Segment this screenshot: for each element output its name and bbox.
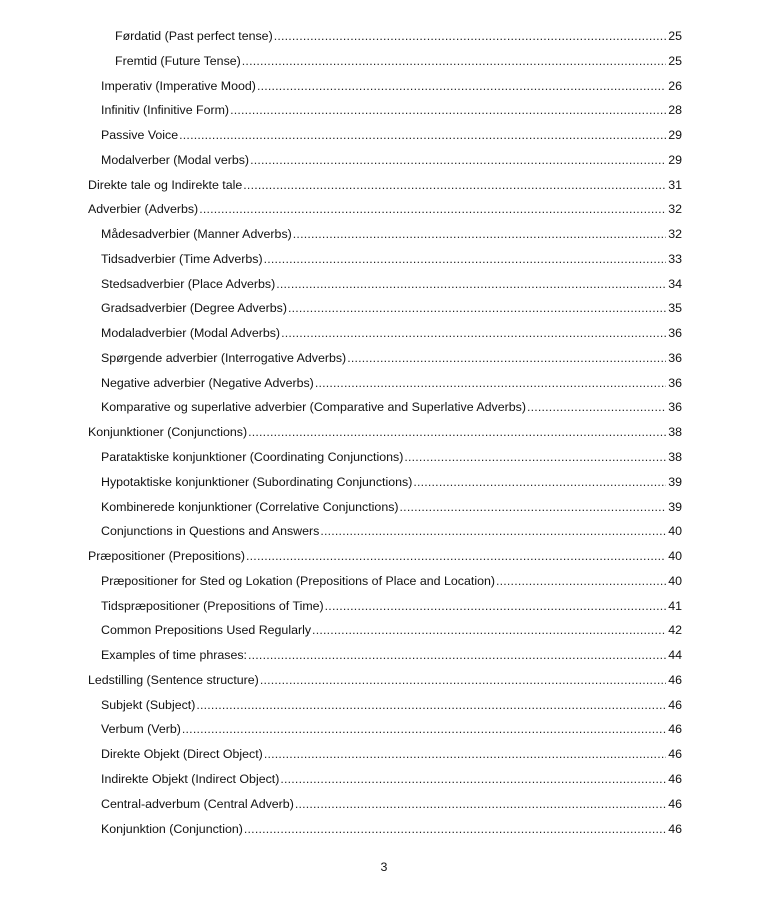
toc-entry[interactable] [0, 197, 768, 222]
toc-dot-leader [250, 148, 666, 173]
toc-entry-line [88, 420, 682, 445]
toc-dot-leader [347, 346, 666, 371]
toc-entry-title[interactable]: Imperativ (Imperative Mood) [101, 78, 256, 93]
toc-entry-page[interactable]: 44 [668, 648, 682, 663]
toc-entry-title[interactable]: Parataktiske konjunktioner (Coordinating Conjunctions) [101, 450, 404, 465]
toc-entry-title[interactable]: Komparative og superlative adverbier (Comparative and Superlative Adverbs) [101, 400, 526, 415]
toc-dot-leader [248, 420, 666, 445]
toc-entry-page[interactable]: 28 [668, 103, 682, 118]
toc-entry-page[interactable]: 46 [668, 771, 682, 786]
toc-entry-page[interactable]: 46 [668, 672, 682, 687]
toc-dot-leader [281, 321, 666, 346]
toc-entry-line [101, 594, 682, 619]
toc-entry-title[interactable]: Modaladverbier (Modal Adverbs) [101, 326, 281, 341]
toc-entry-page[interactable]: 36 [668, 326, 682, 341]
toc-entry-page[interactable]: 32 [668, 202, 682, 217]
toc-entry-line [101, 569, 682, 594]
toc-entry[interactable] [0, 544, 768, 569]
toc-entry-page[interactable]: 36 [668, 350, 682, 365]
toc-entry[interactable] [0, 148, 768, 173]
toc-entry[interactable] [0, 594, 768, 619]
toc-entry-line [101, 148, 682, 173]
toc-dot-leader [257, 74, 666, 99]
toc-entry[interactable] [0, 49, 768, 74]
toc-entry[interactable] [0, 173, 768, 198]
toc-entry[interactable] [0, 445, 768, 470]
toc-entry-page[interactable]: 38 [668, 425, 682, 440]
toc-entry[interactable] [0, 395, 768, 420]
toc-entry-page[interactable]: 31 [668, 177, 682, 192]
toc-entry-title[interactable]: Verbum (Verb) [101, 722, 181, 737]
toc-dot-leader [196, 693, 666, 718]
toc-entry[interactable] [0, 643, 768, 668]
toc-entry[interactable] [0, 792, 768, 817]
toc-entry-page[interactable]: 46 [668, 697, 682, 712]
toc-dot-leader [320, 519, 666, 544]
toc-entry-page[interactable]: 42 [668, 623, 682, 638]
toc-entry-line [101, 470, 682, 495]
toc-entry-title[interactable]: Examples of time phrases: [101, 648, 247, 663]
toc-entry-page[interactable]: 36 [668, 400, 682, 415]
toc-dot-leader [243, 173, 666, 198]
toc-entry-title[interactable]: Tidsadverbier (Time Adverbs) [101, 251, 263, 266]
toc-entry-page[interactable]: 35 [668, 301, 682, 316]
toc-dot-leader [400, 495, 666, 520]
toc-dot-leader [413, 470, 666, 495]
toc-entry-line [101, 98, 682, 123]
toc-entry-title[interactable]: Ledstilling (Sentence structure) [88, 672, 259, 687]
toc-entry[interactable] [0, 222, 768, 247]
toc-entry-title[interactable]: Infinitiv (Infinitive Form) [101, 103, 230, 118]
toc-entry-title[interactable]: Direkte Objekt (Direct Object) [101, 747, 263, 762]
toc-entry[interactable] [0, 767, 768, 792]
toc-entry[interactable] [0, 247, 768, 272]
toc-entry-line [88, 173, 682, 198]
toc-entry-title[interactable]: Modalverber (Modal verbs) [101, 152, 250, 167]
toc-entry[interactable] [0, 371, 768, 396]
toc-dot-leader [288, 296, 666, 321]
toc-entry-line [101, 693, 682, 718]
toc-entry-title[interactable]: Conjunctions in Questions and Answers [101, 524, 320, 539]
toc-dot-leader [242, 49, 666, 74]
toc-entry-page[interactable]: 46 [668, 722, 682, 737]
toc-entry-line [101, 643, 682, 668]
toc-dot-leader [527, 395, 666, 420]
toc-entry-line [101, 717, 682, 742]
toc-entry-title[interactable]: Central-adverbum (Central Adverb) [101, 796, 294, 811]
toc-entry-title[interactable]: Common Prepositions Used Regularly [101, 623, 312, 638]
toc-entry-line [115, 24, 682, 49]
page-number: 3 [380, 860, 388, 874]
toc-dot-leader [280, 767, 666, 792]
toc-entry-page[interactable]: 29 [668, 152, 682, 167]
toc-entry-line [101, 767, 682, 792]
toc-entry-title[interactable]: Direkte tale og Indirekte tale [88, 177, 243, 192]
toc-entry-line [101, 272, 682, 297]
toc-entry-line [101, 817, 682, 842]
toc-entry[interactable] [0, 24, 768, 49]
toc-entry-title[interactable]: Præpositioner for Sted og Lokation (Prepositions of Place and Location) [101, 573, 495, 588]
toc-entry-page[interactable]: 29 [668, 128, 682, 143]
toc-entry[interactable] [0, 495, 768, 520]
toc-entry-page[interactable]: 33 [668, 251, 682, 266]
toc-dot-leader [264, 742, 666, 767]
toc-entry[interactable] [0, 296, 768, 321]
toc-entry-title[interactable]: Fremtid (Future Tense) [115, 53, 241, 68]
toc-entry-line [101, 321, 682, 346]
toc-entry-title[interactable]: Præpositioner (Prepositions) [88, 549, 246, 564]
toc-entry-page[interactable]: 39 [668, 499, 682, 514]
toc-entry-line [101, 792, 682, 817]
toc-entry-title[interactable]: Førdatid (Past perfect tense) [115, 29, 273, 43]
toc-entry-title[interactable]: Indirekte Objekt (Indirect Object) [101, 771, 280, 786]
toc-dot-leader [496, 569, 666, 594]
toc-entry-page[interactable]: 46 [668, 747, 682, 762]
toc-entry[interactable] [0, 420, 768, 445]
toc-entry[interactable] [0, 618, 768, 643]
toc-entry-line [101, 445, 682, 470]
toc-entry-title[interactable]: Hypotaktiske konjunktioner (Subordinating Conjunctions) [101, 474, 413, 489]
toc-entry-page[interactable]: 34 [668, 276, 682, 291]
toc-dot-leader [295, 792, 666, 817]
toc-entry-page[interactable]: 39 [668, 474, 682, 489]
toc-dot-leader [248, 643, 666, 668]
toc-entry-line [101, 495, 682, 520]
toc-entry[interactable] [0, 569, 768, 594]
toc-dot-leader [264, 247, 666, 272]
toc-entry-line [101, 371, 682, 396]
toc-entry-line [101, 74, 682, 99]
toc-entry-title[interactable]: Passive Voice [101, 128, 179, 143]
toc-entry-line [88, 544, 682, 569]
toc-entry[interactable] [0, 74, 768, 99]
toc-entry-page[interactable]: 46 [668, 821, 682, 836]
toc-entry[interactable] [0, 470, 768, 495]
toc-entry-page[interactable]: 38 [668, 450, 682, 465]
toc-entry-title[interactable]: Konjunktioner (Conjunctions) [88, 425, 248, 440]
toc-dot-leader [274, 24, 666, 49]
toc-entry-title[interactable]: Negative adverbier (Negative Adverbs) [101, 375, 314, 390]
toc-entry[interactable] [0, 272, 768, 297]
toc-dot-leader [246, 544, 666, 569]
toc-entry-title[interactable]: Gradsadverbier (Degree Adverbs) [101, 301, 287, 316]
toc-entry-title[interactable]: Spørgende adverbier (Interrogative Adverbs) [101, 350, 347, 365]
toc-dot-leader [312, 618, 666, 643]
toc-entry-line [101, 519, 682, 544]
toc-entry-line [88, 668, 682, 693]
toc-entry-page[interactable]: 32 [668, 227, 682, 242]
toc-dot-leader [325, 594, 666, 619]
toc-dot-leader [293, 222, 666, 247]
toc-entry-page[interactable]: 25 [668, 53, 682, 68]
toc-entry-line [88, 197, 682, 222]
toc-entry[interactable] [0, 693, 768, 718]
toc-entry-page[interactable]: 40 [668, 524, 682, 539]
toc-entry-title[interactable]: Tidspræpositioner (Prepositions of Time) [101, 598, 324, 613]
toc-entry[interactable] [0, 668, 768, 693]
toc-entry-title[interactable]: Adverbier (Adverbs) [88, 202, 199, 217]
toc-entry[interactable] [0, 742, 768, 767]
toc-entry-page[interactable]: 26 [668, 78, 682, 93]
toc-entry[interactable] [0, 98, 768, 123]
toc-dot-leader [199, 197, 666, 222]
toc-entry-page[interactable]: 46 [668, 796, 682, 811]
toc-dot-leader [182, 717, 666, 742]
toc-entry[interactable] [0, 817, 768, 842]
toc-dot-leader [244, 817, 666, 842]
toc-entry-line [101, 247, 682, 272]
toc-entry-line [101, 395, 682, 420]
toc-entry-line [101, 618, 682, 643]
toc-entry[interactable] [0, 717, 768, 742]
toc-dot-leader [260, 668, 666, 693]
toc-dot-leader [276, 272, 666, 297]
toc-entry-title[interactable]: Subjekt (Subject) [101, 697, 196, 712]
toc-entry-line [101, 222, 682, 247]
toc-entry-line [101, 742, 682, 767]
toc-entry-page[interactable]: 40 [668, 549, 682, 564]
toc-dot-leader [315, 371, 666, 396]
toc-entry-page[interactable]: 25 [668, 29, 682, 43]
toc-entry-title[interactable]: Mådesadverbier (Manner Adverbs) [101, 227, 292, 242]
toc-entry-title[interactable]: Stedsadverbier (Place Adverbs) [101, 276, 276, 291]
toc-entry-line [101, 123, 682, 148]
toc-entry[interactable] [0, 123, 768, 148]
toc-entry[interactable] [0, 321, 768, 346]
toc-entry-page[interactable]: 41 [668, 598, 682, 613]
toc-dot-leader [179, 123, 666, 148]
toc-dot-leader [230, 98, 666, 123]
toc-entry-page[interactable]: 40 [668, 573, 682, 588]
toc-entry-line [101, 346, 682, 371]
toc-entry-page[interactable]: 36 [668, 375, 682, 390]
toc-entry-line [101, 296, 682, 321]
toc-entry[interactable] [0, 346, 768, 371]
toc-dot-leader [404, 445, 666, 470]
toc-entry-title[interactable]: Konjunktion (Conjunction) [101, 821, 243, 836]
toc-entry-line [115, 49, 682, 74]
toc-entry-title[interactable]: Kombinerede konjunktioner (Correlative Conjunctions) [101, 499, 399, 514]
toc-entry[interactable] [0, 519, 768, 544]
table-of-contents [0, 24, 768, 841]
